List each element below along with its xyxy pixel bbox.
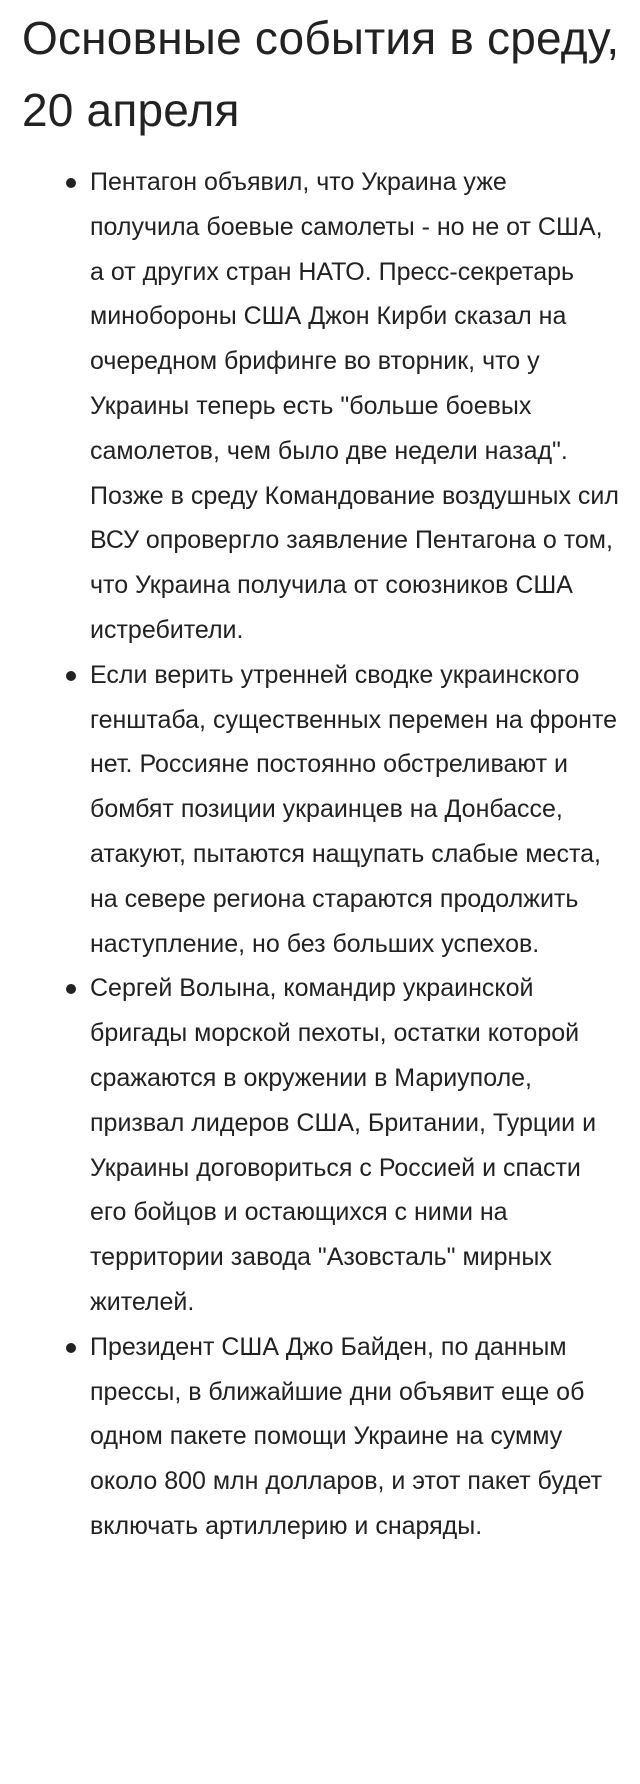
list-item-us-aid-package: Президент США Джо Байден, по данным прессы, в ближайшие дни объявит еще об одном пакете помощи Украине на сумму около 800 млн долларов, и этот пакет будет включать артиллерию и снаряды. [22,1325,622,1549]
list-item-general-staff-report: Если верить утренней сводке украинского генштаба, существенных перемен на фронте нет. Россияне постоянно обстреливают и бомбят позиции украинцев на Донбассе, атакуют, пытаются нащупать слабые места, на севере региона стараются продолжить наступление, но без больших успехов. [22,653,622,967]
events-list [22,160,622,1549]
page-title: Основные события в среду, 20 апреля [22,12,620,136]
list-item-mariupol-appeal: Сергей Волына, командир украинской бригады морской пехоты, остатки которой сражаются в окружении в Мариуполе, призвал лидеров США, Британии, Турции и Украины договориться с Россией и спасти его бойцов и остающихся с ними на территории завода "Азовсталь" мирных жителей. [22,966,622,1324]
list-item-pentagon-aircraft: Пентагон объявил, что Украина уже получила боевые самолеты - но не от США, а от других стран НАТО. Пресс-секретарь минобороны США Джон Кирби сказал на очередном брифинге во вторник, что у Украины теперь есть "больше боевых самолетов, чем было две недели назад". Позже в среду Командование воздушных сил ВСУ опровергло заявление Пентагона о том, что Украина получила от союзников США истребители. [22,160,622,653]
